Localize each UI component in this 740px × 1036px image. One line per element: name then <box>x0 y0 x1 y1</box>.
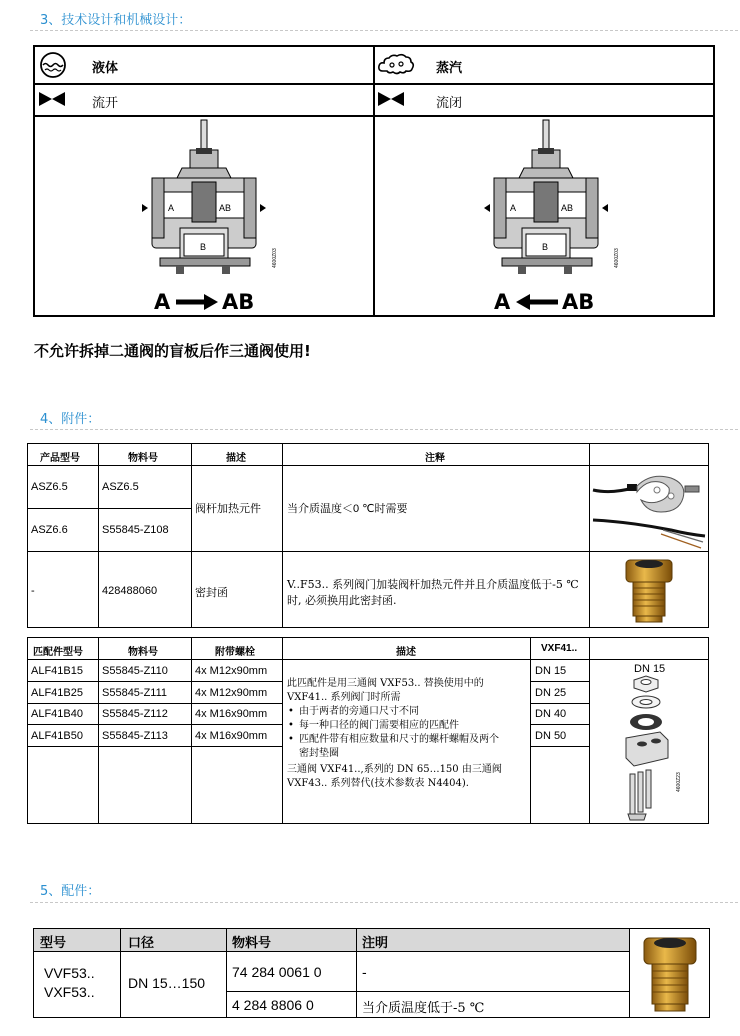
flow-close: 流闭 <box>436 95 463 110</box>
drawing-code: 4600Z03 <box>614 248 620 268</box>
medium-liquid: 液体 <box>92 60 119 75</box>
steam-icon <box>377 51 415 79</box>
adapter-image-label: DN 15 <box>634 663 666 675</box>
table-row: 4x M12x90mm <box>195 665 268 677</box>
col-product-model: 产品型号 <box>40 453 80 464</box>
adapter-parts-image <box>612 674 702 822</box>
adapter-description <box>287 677 527 791</box>
valve-symbol-icon <box>377 91 405 107</box>
valve-drawing-right <box>462 118 632 278</box>
section5-title: 5、配件： <box>40 884 101 899</box>
desc-intro-2: VXF41.. 系列阀门时所需 <box>287 692 401 703</box>
col-material-no: 物料号 <box>128 453 158 464</box>
spare-model-2: VXF53.. <box>44 984 95 1000</box>
desc-bullets <box>287 705 527 747</box>
desc-tail-2: VXF43.. 系列替代(技术参数表 N4404). <box>287 778 469 789</box>
flow-from-left: A <box>154 290 171 314</box>
col-material-no: 物料号 <box>232 935 272 950</box>
table-row: 74 284 0061 0 <box>232 964 322 980</box>
table-row: S55845-Z108 <box>102 524 169 536</box>
desc-intro-1: 此匹配件是用三通阀 VXF53.. 替换使用中的 <box>287 678 484 689</box>
col-diameter: 口径 <box>128 935 155 950</box>
heater-desc: 阀杆加热元件 <box>195 502 261 515</box>
gland-model: - <box>31 585 35 597</box>
arrow-right-icon <box>176 294 218 310</box>
table-row: ALF41B25 <box>31 687 83 699</box>
table-row: ASZ6.5 <box>31 481 68 493</box>
col-bolts: 附带螺栓 <box>215 647 255 658</box>
section5-divider <box>30 902 738 903</box>
spare-model-1: VVF53.. <box>44 965 95 981</box>
col-note: 注释 <box>425 453 445 464</box>
port-a-label: A <box>168 203 175 213</box>
medium-steam: 蒸汽 <box>436 60 463 75</box>
table-row: DN 50 <box>535 730 567 742</box>
heater-note: 当介质温度＜0 ℃时需要 <box>287 503 408 515</box>
table-row: ALF41B50 <box>31 730 83 742</box>
flow-to-right: AB <box>562 290 595 314</box>
col-description: 描述 <box>226 453 246 464</box>
col-material-no: 物料号 <box>128 647 158 658</box>
table-row: ASZ6.6 <box>31 524 68 536</box>
gland-note-1: V..F53.. 系列阀门加装阀杆加热元件并且介质温度低于-5 ℃ <box>287 578 579 591</box>
col-adapter-model: 匹配件型号 <box>33 647 83 658</box>
section4-title: 4、附件： <box>40 412 101 427</box>
liquid-icon <box>38 51 68 79</box>
table-row: S55845-Z110 <box>102 665 168 677</box>
col-vxf41: VXF41.. <box>541 643 578 654</box>
desc-tail-1: 三通阀 VXF41..,系列的 DN 65…150 由三通阀 <box>287 764 502 775</box>
port-ab-label: AB <box>219 203 232 213</box>
list-item: • 每一种口径的阀门需要相应的匹配件 <box>287 719 527 733</box>
list-item: • 匹配件带有相应数量和尺寸的螺杆螺帽及两个 <box>287 733 527 747</box>
adapter-image-code: 4600Z23 <box>676 772 682 792</box>
flow-to-left: AB <box>222 290 255 314</box>
warning-text: 不允许拆掉二通阀的盲板后作三通阀使用! <box>34 342 311 360</box>
gland-image <box>620 556 678 624</box>
arrow-left-icon <box>516 294 558 310</box>
table-row: ASZ6.5 <box>102 481 139 493</box>
heater-element-image <box>591 468 707 550</box>
list-item: • 由于两者的旁通口尺寸不同 <box>287 705 527 719</box>
flow-open: 流开 <box>92 95 119 110</box>
table-row: 4x M16x90mm <box>195 708 268 720</box>
table-row: S55845-Z113 <box>102 730 168 742</box>
valve-drawing-left <box>120 118 290 278</box>
col-remark: 注明 <box>362 935 389 950</box>
gland-desc: 密封函 <box>195 586 228 599</box>
table-row: - <box>362 964 367 980</box>
spare-dn: DN 15…150 <box>128 975 206 991</box>
spare-parts-header <box>34 929 629 951</box>
section3-title: 3、技术设计和机械设计： <box>40 13 192 28</box>
section3-divider <box>30 30 738 31</box>
section4-divider <box>30 429 738 430</box>
flow-from-right: A <box>494 290 511 314</box>
table-row: DN 15 <box>535 665 567 677</box>
desc-bullet-cont: 密封垫圈 <box>299 748 339 759</box>
port-a-label: A <box>510 203 517 213</box>
table-row: S55845-Z111 <box>102 687 168 699</box>
table-row: ALF41B15 <box>31 665 83 677</box>
table-row: DN 40 <box>535 708 567 720</box>
port-b-label: B <box>200 242 207 252</box>
gland-image <box>640 934 700 1014</box>
port-b-label: B <box>542 242 549 252</box>
col-description: 描述 <box>396 647 416 658</box>
drawing-code: 4600Z03 <box>272 248 278 268</box>
table-row: S55845-Z112 <box>102 708 168 720</box>
valve-symbol-icon <box>38 91 66 107</box>
table-row: ALF41B40 <box>31 708 83 720</box>
table-row: DN 25 <box>535 687 567 699</box>
gland-material: 428488060 <box>102 585 158 597</box>
table-row: 4x M16x90mm <box>195 730 268 742</box>
table-row: 当介质温度低于-5 ℃ <box>362 1001 485 1016</box>
port-ab-label: AB <box>561 203 574 213</box>
col-type: 型号 <box>40 935 67 950</box>
table-row: 4 284 8806 0 <box>232 997 314 1013</box>
table-row: 4x M12x90mm <box>195 687 268 699</box>
gland-note-2: 时, 必须换用此密封函. <box>287 594 397 607</box>
